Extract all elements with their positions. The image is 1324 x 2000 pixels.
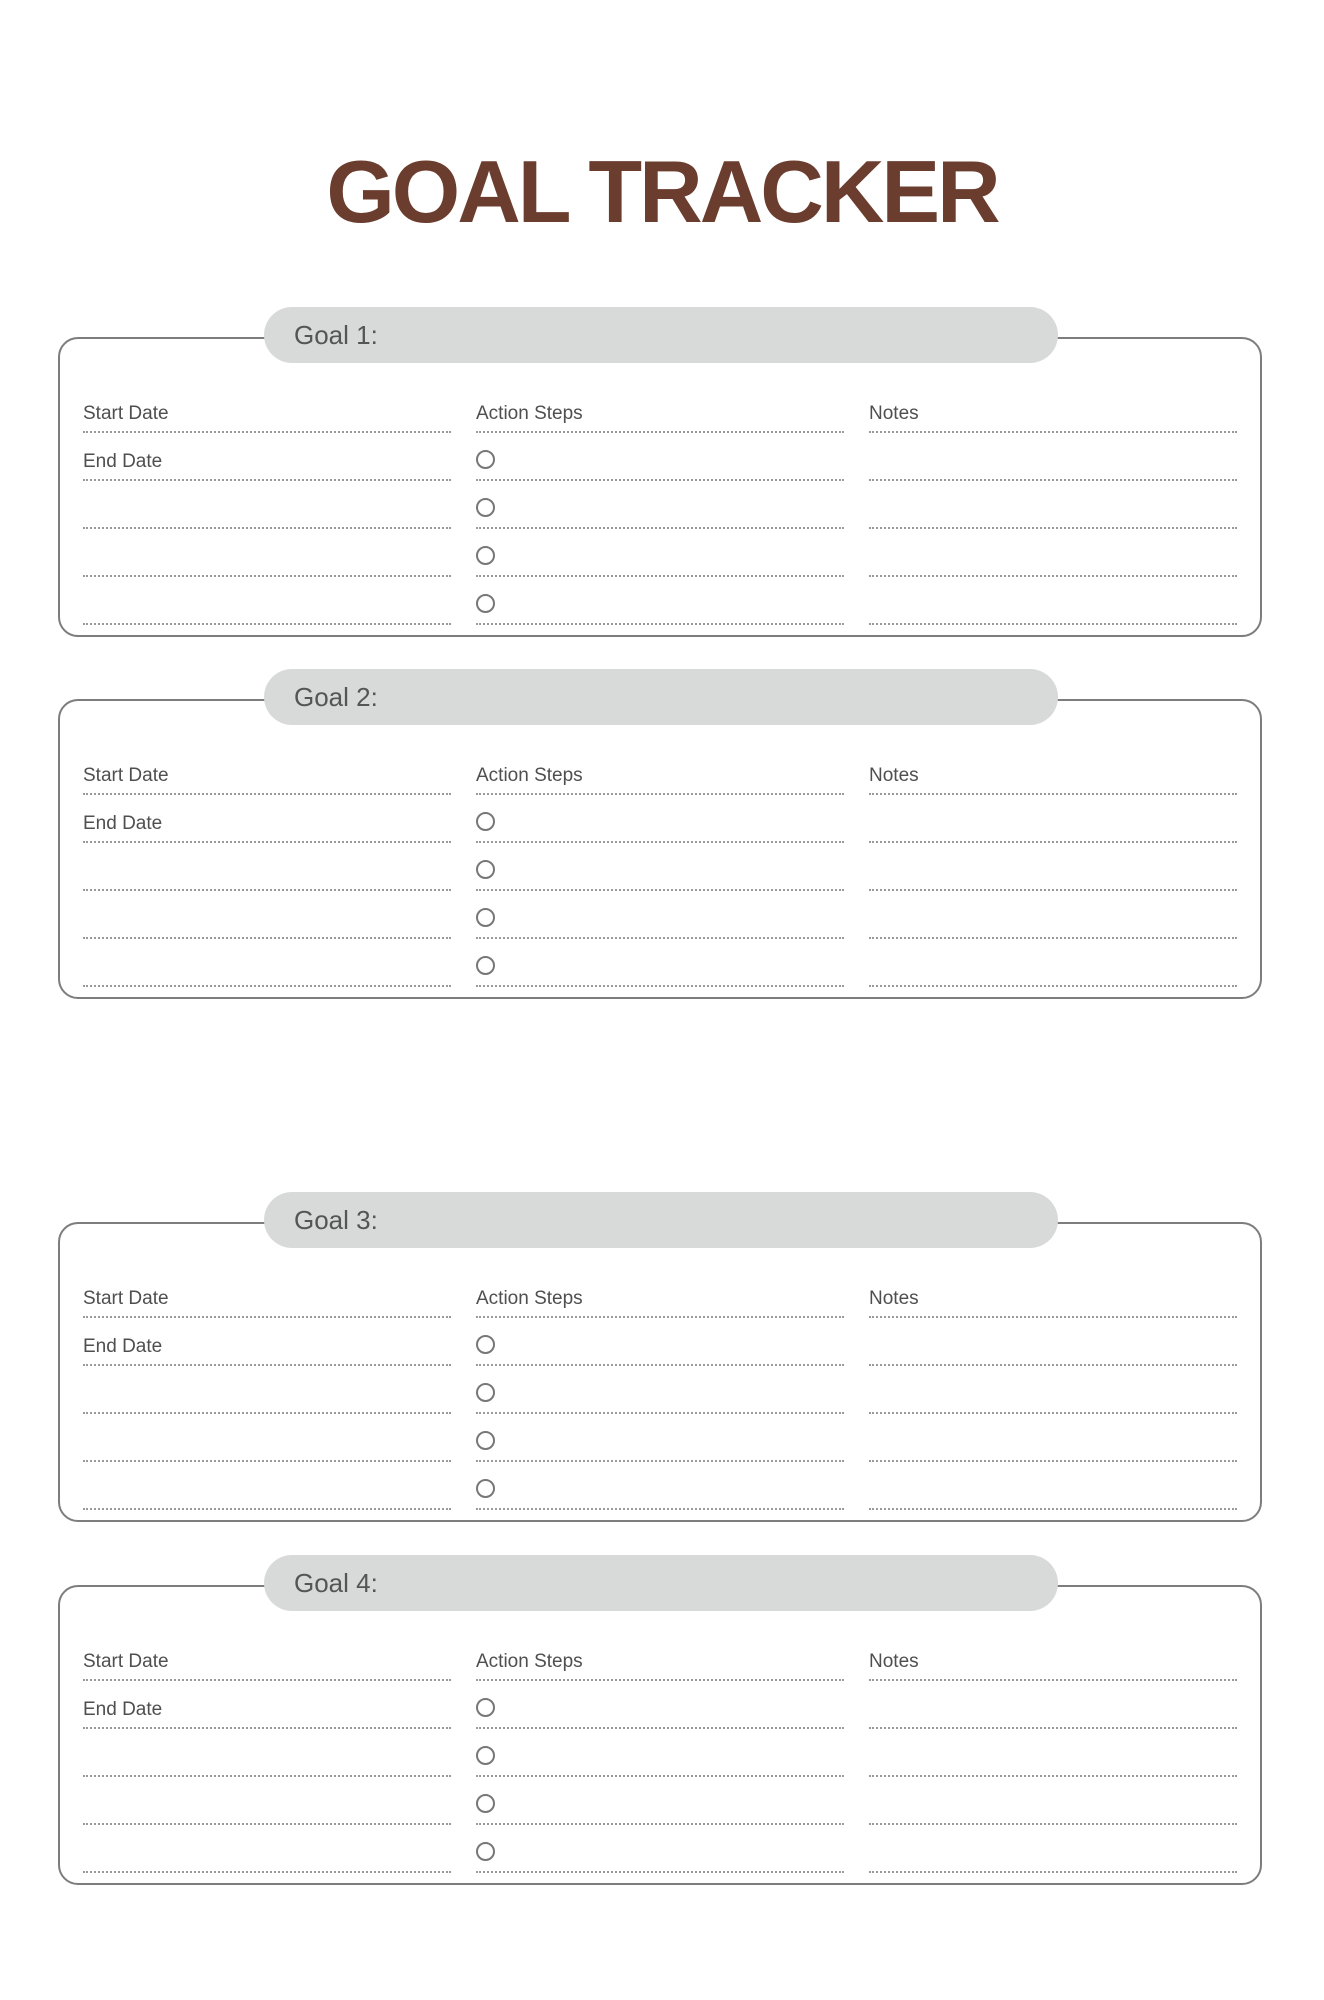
dates-column (83, 1270, 451, 1510)
goal-section-3 (58, 1192, 1262, 1522)
goal-title-field[interactable]: Goal 4: (264, 1555, 1058, 1611)
page-title: GOAL TRACKER (326, 142, 998, 241)
notes-header (869, 1270, 1237, 1318)
action-step-row[interactable] (476, 577, 844, 625)
action-step-row[interactable] (476, 1729, 844, 1777)
blank-line[interactable] (83, 577, 451, 625)
notes-column (869, 1270, 1237, 1510)
blank-line[interactable] (83, 843, 451, 891)
blank-line[interactable] (83, 891, 451, 939)
notes-line[interactable] (869, 481, 1237, 529)
dates-column (83, 385, 451, 625)
start-date-field[interactable] (83, 747, 451, 795)
start-date-label: Start Date (83, 403, 169, 424)
end-date-field[interactable] (83, 433, 451, 481)
blank-line[interactable] (83, 529, 451, 577)
action-steps-header (476, 1633, 844, 1681)
notes-header (869, 385, 1237, 433)
checkbox-circle-icon[interactable] (476, 812, 495, 831)
checkbox-circle-icon[interactable] (476, 1698, 495, 1717)
action-steps-label: Action Steps (476, 765, 583, 786)
checkbox-circle-icon[interactable] (476, 450, 495, 469)
notes-label: Notes (869, 1651, 919, 1672)
checkbox-circle-icon[interactable] (476, 546, 495, 565)
blank-line[interactable] (83, 1825, 451, 1873)
action-step-row[interactable] (476, 1414, 844, 1462)
notes-line[interactable] (869, 529, 1237, 577)
goal-section-1 (58, 307, 1262, 637)
notes-line[interactable] (869, 433, 1237, 481)
notes-line[interactable] (869, 1318, 1237, 1366)
action-step-row[interactable] (476, 529, 844, 577)
action-steps-label: Action Steps (476, 1651, 583, 1672)
action-steps-header (476, 385, 844, 433)
checkbox-circle-icon[interactable] (476, 594, 495, 613)
action-step-row[interactable] (476, 843, 844, 891)
notes-label: Notes (869, 765, 919, 786)
notes-header (869, 1633, 1237, 1681)
checkbox-circle-icon[interactable] (476, 1479, 495, 1498)
blank-line[interactable] (83, 1777, 451, 1825)
action-steps-column (476, 385, 844, 625)
checkbox-circle-icon[interactable] (476, 1431, 495, 1450)
end-date-field[interactable] (83, 1318, 451, 1366)
checkbox-circle-icon[interactable] (476, 956, 495, 975)
checkbox-circle-icon[interactable] (476, 1794, 495, 1813)
notes-line[interactable] (869, 1462, 1237, 1510)
checkbox-circle-icon[interactable] (476, 1335, 495, 1354)
action-steps-column (476, 1633, 844, 1873)
checkbox-circle-icon[interactable] (476, 1746, 495, 1765)
notes-line[interactable] (869, 577, 1237, 625)
goal-title-field[interactable]: Goal 3: (264, 1192, 1058, 1248)
notes-line[interactable] (869, 1681, 1237, 1729)
end-date-field[interactable] (83, 795, 451, 843)
end-date-field[interactable] (83, 1681, 451, 1729)
action-step-row[interactable] (476, 891, 844, 939)
checkbox-circle-icon[interactable] (476, 498, 495, 517)
start-date-label: Start Date (83, 765, 169, 786)
blank-line[interactable] (83, 1414, 451, 1462)
notes-line[interactable] (869, 1825, 1237, 1873)
action-step-row[interactable] (476, 1366, 844, 1414)
notes-header (869, 747, 1237, 795)
goal-section-2 (58, 669, 1262, 999)
action-step-row[interactable] (476, 1462, 844, 1510)
start-date-field[interactable] (83, 1270, 451, 1318)
notes-line[interactable] (869, 843, 1237, 891)
start-date-label: Start Date (83, 1288, 169, 1309)
action-step-row[interactable] (476, 1777, 844, 1825)
start-date-field[interactable] (83, 1633, 451, 1681)
notes-column (869, 1633, 1237, 1873)
end-date-label: End Date (83, 1336, 163, 1357)
action-steps-header (476, 1270, 844, 1318)
end-date-label: End Date (83, 1699, 163, 1720)
goal-section-4 (58, 1555, 1262, 1885)
blank-line[interactable] (83, 1366, 451, 1414)
notes-line[interactable] (869, 1414, 1237, 1462)
action-step-row[interactable] (476, 795, 844, 843)
action-step-row[interactable] (476, 433, 844, 481)
dates-column (83, 747, 451, 987)
blank-line[interactable] (83, 1729, 451, 1777)
goal-title-field[interactable]: Goal 2: (264, 669, 1058, 725)
blank-line[interactable] (83, 481, 451, 529)
start-date-label: Start Date (83, 1651, 169, 1672)
dates-column (83, 1633, 451, 1873)
checkbox-circle-icon[interactable] (476, 1383, 495, 1402)
notes-line[interactable] (869, 1777, 1237, 1825)
action-steps-label: Action Steps (476, 403, 583, 424)
goal-title-field[interactable]: Goal 1: (264, 307, 1058, 363)
notes-column (869, 747, 1237, 987)
notes-line[interactable] (869, 1729, 1237, 1777)
notes-column (869, 385, 1237, 625)
action-steps-column (476, 747, 844, 987)
start-date-field[interactable] (83, 385, 451, 433)
notes-line[interactable] (869, 891, 1237, 939)
notes-label: Notes (869, 403, 919, 424)
notes-line[interactable] (869, 939, 1237, 987)
checkbox-circle-icon[interactable] (476, 860, 495, 879)
action-step-row[interactable] (476, 1681, 844, 1729)
action-step-row[interactable] (476, 939, 844, 987)
notes-line[interactable] (869, 795, 1237, 843)
action-step-row[interactable] (476, 1825, 844, 1873)
checkbox-circle-icon[interactable] (476, 1842, 495, 1861)
action-step-row[interactable] (476, 1318, 844, 1366)
action-step-row[interactable] (476, 481, 844, 529)
end-date-label: End Date (83, 813, 163, 834)
notes-label: Notes (869, 1288, 919, 1309)
blank-line[interactable] (83, 939, 451, 987)
blank-line[interactable] (83, 1462, 451, 1510)
action-steps-header (476, 747, 844, 795)
end-date-label: End Date (83, 451, 163, 472)
notes-line[interactable] (869, 1366, 1237, 1414)
action-steps-label: Action Steps (476, 1288, 583, 1309)
action-steps-column (476, 1270, 844, 1510)
checkbox-circle-icon[interactable] (476, 908, 495, 927)
